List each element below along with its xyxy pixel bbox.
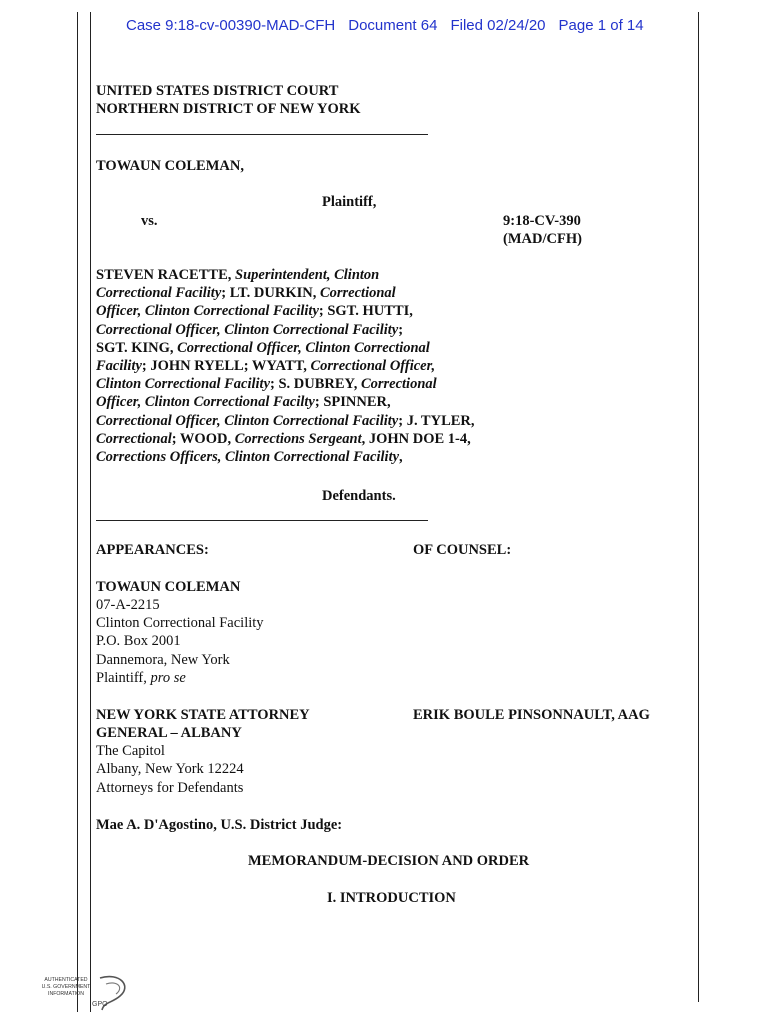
plaintiff-city: Dannemora, New York: [96, 652, 230, 668]
court-name: UNITED STATES DISTRICT COURT: [96, 83, 339, 99]
case-number: Case 9:18-cv-00390-MAD-CFH: [126, 17, 336, 34]
defendant-line: [96, 448, 516, 466]
defense-office-line2: GENERAL – ALBANY: [96, 725, 242, 741]
defendant-name: ; LT. DURKIN,: [221, 285, 320, 302]
defendant-title: Officer, Clinton Correctional Facilty: [96, 394, 315, 411]
defense-office-line1: NEW YORK STATE ATTORNEY: [96, 707, 310, 723]
plaintiff-role: Plaintiff,: [322, 194, 377, 210]
defendant-title: Correctional: [96, 430, 172, 447]
defendant-line: [96, 430, 516, 448]
defendant-title: Correctional: [360, 376, 437, 393]
defendant-name: ; SGT. HUTTI,: [318, 303, 413, 320]
defense-role: Attorneys for Defendants: [96, 780, 244, 796]
defendant-title: Correctional Officer, Clinton Correctional Facility: [96, 412, 399, 429]
defendant-line: [96, 302, 516, 320]
appearances-heading: APPEARANCES:: [96, 542, 209, 558]
defendant-title: Corrections Officers, Clinton Correctional Facility: [96, 449, 400, 466]
defendant-line: [96, 393, 516, 411]
of-counsel-heading: OF COUNSEL:: [413, 542, 512, 558]
plaintiff-po-box: P.O. Box 2001: [96, 633, 181, 649]
docket-judges: (MAD/CFH): [503, 231, 582, 247]
defendant-title: Corrections Sergeant: [234, 430, 362, 447]
plaintiff-appearance-name: TOWAUN COLEMAN: [96, 579, 241, 595]
defendant-name: ; J. TYLER,: [398, 412, 475, 429]
defendant-line: [96, 339, 516, 357]
defendant-line: [96, 375, 516, 393]
defendant-name: ; JOHN RYELL; WYATT,: [141, 358, 311, 375]
defendant-name: SGT. KING,: [96, 339, 178, 356]
filing-header: [126, 17, 657, 34]
defendant-line: [96, 284, 516, 302]
versus: vs.: [141, 213, 158, 229]
filed-date: Filed 02/24/20: [450, 17, 546, 34]
defendants-list: [96, 266, 516, 466]
defense-address-line1: The Capitol: [96, 743, 165, 759]
seal-line3: INFORMATION: [48, 991, 84, 997]
left-margin-rule-inner: [90, 12, 91, 1012]
plaintiff-facility: Clinton Correctional Facility: [96, 615, 264, 631]
gpo-authenticated-seal-icon: [40, 972, 132, 1014]
order-title: MEMORANDUM-DECISION AND ORDER: [248, 853, 530, 869]
judge-line: Mae A. D'Agostino, U.S. District Judge:: [96, 817, 343, 833]
seal-mark: GPO: [92, 1001, 108, 1008]
defendant-title: Correctional: [319, 285, 396, 302]
defendant-title: Correctional Officer, Clinton Correctional: [177, 339, 430, 356]
defendant-line: [96, 412, 516, 430]
defendant-title: Correctional Officer, Clinton Correctional Facility: [96, 321, 399, 338]
defense-counsel: ERIK BOULE PINSONNAULT, AAG: [413, 707, 650, 723]
defendant-name: STEVEN RACETTE,: [96, 267, 235, 283]
defendant-name: ;: [398, 321, 404, 338]
defendant-title: Facility: [96, 358, 142, 375]
defendant-name: ; WOOD,: [171, 430, 235, 447]
defendants-role: Defendants.: [322, 488, 396, 504]
defense-address-line2: Albany, New York 12224: [96, 761, 244, 777]
left-margin-rule-outer: [77, 12, 78, 1012]
seal-line1: AUTHENTICATED: [44, 977, 88, 983]
defendant-name: ; S. DUBREY,: [270, 376, 361, 393]
caption-divider-top: [96, 134, 428, 135]
page-count: Page 1 of 14: [558, 17, 644, 34]
plaintiff-name: TOWAUN COLEMAN,: [96, 158, 244, 174]
plaintiff-pro-se: [96, 669, 186, 687]
defendant-line: [96, 357, 516, 375]
defendant-title: Correctional Facility: [96, 285, 222, 302]
defendant-title: Superintendent, Clinton: [235, 267, 380, 283]
court-district: NORTHERN DISTRICT OF NEW YORK: [96, 101, 361, 117]
right-margin-rule: [698, 12, 699, 1002]
plaintiff-din: 07-A-2215: [96, 597, 160, 613]
plaintiff-role-label: Plaintiff,: [96, 670, 151, 686]
defendant-title: Correctional Officer,: [310, 358, 436, 375]
document-number: Document 64: [348, 17, 438, 34]
defendant-name: ,: [399, 449, 403, 466]
defendant-line: [96, 266, 516, 284]
section-title: I. INTRODUCTION: [327, 890, 456, 906]
gpo-seal-graphic: [40, 972, 132, 1014]
defendant-name: , JOHN DOE 1-4,: [361, 430, 471, 447]
defendant-title: Officer, Clinton Correctional Facility: [96, 303, 319, 320]
seal-line2: U.S. GOVERNMENT: [41, 984, 91, 990]
defendant-line: [96, 321, 516, 339]
docket-number: 9:18-CV-390: [503, 213, 581, 229]
caption-divider-bottom: [96, 520, 428, 521]
pro-se-label: pro se: [150, 670, 186, 686]
defendant-title: Clinton Correctional Facility: [96, 376, 271, 393]
defendant-name: ; SPINNER,: [314, 394, 391, 411]
